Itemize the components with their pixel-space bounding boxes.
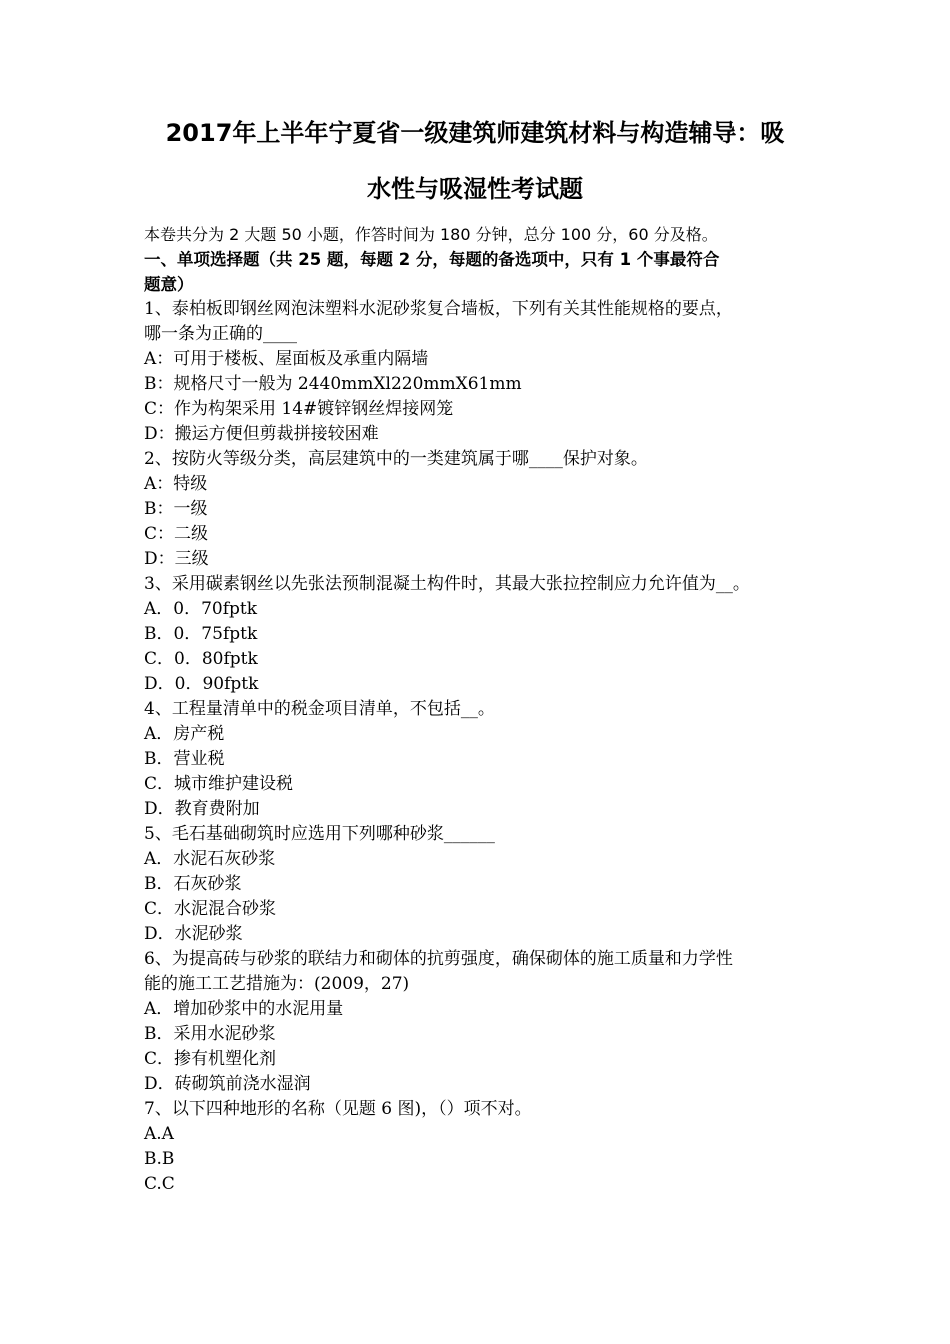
option-c: C．0．80fptk [144,649,258,669]
option-d: D．0．90fptk [144,674,259,694]
option-a: A．水泥石灰砂浆 [144,849,276,869]
option-a: A.A [144,1124,174,1144]
document-body [144,222,824,1197]
question-text: 1、泰柏板即钢丝网泡沫塑料水泥砂浆复合墙板，下列有关其性能规格的要点， [144,299,733,319]
section-heading-line-2: 题意） [144,275,194,294]
question-text: 6、为提高砖与砂浆的联结力和砌体的抗剪强度，确保砌体的施工质量和力学性 [144,949,733,969]
option-d: D．水泥砂浆 [144,924,243,944]
option-b: B：规格尺寸一般为 2440mmXl220mmX61mm [144,374,522,394]
question-5 [144,822,824,947]
question-2 [144,447,824,572]
option-c: C．掺有机塑化剂 [144,1049,277,1069]
exam-intro: 本卷共分为 2 大题 50 小题，作答时间为 180 分钟，总分 100 分，60 分及格。 [144,225,718,244]
option-b: B：一级 [144,499,208,519]
option-c: C：作为构架采用 14#镀锌钢丝焊接网笼 [144,399,454,419]
question-4 [144,697,824,822]
question-text: 3、采用碳素钢丝以先张法预制混凝土构件时，其最大张拉控制应力允许值为__。 [144,574,750,594]
section-heading-line-1: 一、单项选择题（共 25 题，每题 2 分，每题的备选项中，只有 1 个事最符合 [144,250,720,269]
option-d: D．砖砌筑前浇水湿润 [144,1074,311,1094]
option-d: D．教育费附加 [144,799,260,819]
question-6 [144,947,824,1097]
question-3 [144,572,824,697]
option-d: D：三级 [144,549,209,569]
question-text: 5、毛石基础砌筑时应选用下列哪种砂浆______ [144,824,495,844]
option-a: A：特级 [144,474,208,494]
option-b: B．石灰砂浆 [144,874,242,894]
question-text: 哪一条为正确的____ [144,324,297,344]
option-a: A．增加砂浆中的水泥用量 [144,999,344,1019]
question-text: 2、按防火等级分类，高层建筑中的一类建筑属于哪____保护对象。 [144,449,648,469]
question-text: 7、以下四种地形的名称（见题 6 图)，（）项不对。 [144,1099,532,1119]
option-d: D：搬运方便但剪裁拼接较困难 [144,424,379,444]
option-a: A：可用于楼板、屋面板及承重内隔墙 [144,349,429,369]
document-title-line-2: 水性与吸湿性考试题 [367,175,583,203]
document-title-line-1: 2017年上半年宁夏省一级建筑师建筑材料与构造辅导：吸 [165,119,785,147]
question-text: 能的施工工艺措施为：(2009，27) [144,974,410,994]
option-c: C．水泥混合砂浆 [144,899,277,919]
option-b: B.B [144,1149,175,1169]
option-a: A．0．70fptk [144,599,258,619]
option-b: B．0．75fptk [144,624,258,644]
option-b: B．营业税 [144,749,225,769]
question-7 [144,1097,824,1197]
option-a: A．房产税 [144,724,225,744]
option-c: C：二级 [144,524,209,544]
question-1 [144,297,824,447]
option-c: C.C [144,1174,175,1194]
option-c: C．城市维护建设税 [144,774,294,794]
option-b: B．采用水泥砂浆 [144,1024,276,1044]
question-text: 4、工程量清单中的税金项目清单，不包括__。 [144,699,495,719]
